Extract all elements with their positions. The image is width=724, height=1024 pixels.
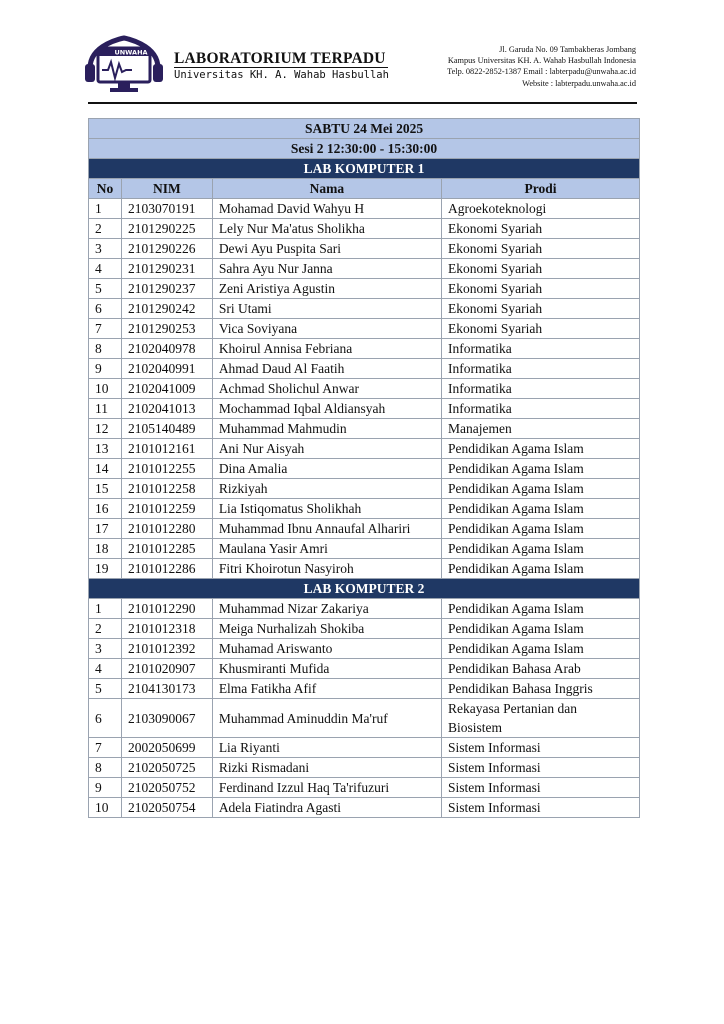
table-row xyxy=(89,219,640,239)
row-nim: 2101012392 xyxy=(121,639,212,659)
contact-line: Telp. 0822-2852-1387 Email : labterpadu@unwaha.ac.id xyxy=(447,67,636,77)
row-nama: Muhammad Nizar Zakariya xyxy=(212,599,441,619)
row-nim: 2101020907 xyxy=(121,659,212,679)
lab-subtitle: Universitas KH. A. Wahab Hasbullah xyxy=(174,69,389,81)
row-nim: 2101012290 xyxy=(121,599,212,619)
row-nama: Maulana Yasir Amri xyxy=(212,539,441,559)
table-row xyxy=(89,339,640,359)
table-row xyxy=(89,599,640,619)
row-nama: Ferdinand Izzul Haq Ta'rifuzuri xyxy=(212,778,441,798)
lab-logo-icon xyxy=(84,34,164,96)
row-nama: Lia Istiqomatus Sholikhah xyxy=(212,499,441,519)
table-row xyxy=(89,639,640,659)
table-row xyxy=(89,659,640,679)
table-row xyxy=(89,299,640,319)
row-prodi: Pendidikan Agama Islam xyxy=(442,639,640,659)
row-prodi: Rekayasa Pertanian dan Biosistem xyxy=(442,699,640,738)
row-prodi: Sistem Informasi xyxy=(442,738,640,758)
row-nama: Adela Fiatindra Agasti xyxy=(212,798,441,818)
schedule-session: Sesi 2 12:30:00 - 15:30:00 xyxy=(89,139,640,159)
row-no: 19 xyxy=(89,559,122,579)
row-nama: Khusmiranti Mufida xyxy=(212,659,441,679)
row-prodi: Informatika xyxy=(442,399,640,419)
row-nim: 2101012318 xyxy=(121,619,212,639)
table-row xyxy=(89,519,640,539)
row-nama: Mochammad Iqbal Aldiansyah xyxy=(212,399,441,419)
row-nim: 2103070191 xyxy=(121,199,212,219)
row-no: 10 xyxy=(89,798,122,818)
row-prodi: Informatika xyxy=(442,339,640,359)
row-nama: Elma Fatikha Afif xyxy=(212,679,441,699)
lab-2-rows xyxy=(89,599,640,818)
row-no: 13 xyxy=(89,439,122,459)
row-nim: 2002050699 xyxy=(121,738,212,758)
row-no: 10 xyxy=(89,379,122,399)
row-prodi: Ekonomi Syariah xyxy=(442,219,640,239)
table-row xyxy=(89,619,640,639)
column-header-row xyxy=(89,179,640,199)
row-nama: Zeni Aristiya Agustin xyxy=(212,279,441,299)
row-nama: Muhammad Ibnu Annaufal Alhariri xyxy=(212,519,441,539)
row-no: 7 xyxy=(89,738,122,758)
row-prodi: Ekonomi Syariah xyxy=(442,259,640,279)
lab-title: LABORATORIUM TERPADU xyxy=(174,50,386,67)
row-no: 7 xyxy=(89,319,122,339)
row-no: 18 xyxy=(89,539,122,559)
row-nama: Ani Nur Aisyah xyxy=(212,439,441,459)
row-no: 9 xyxy=(89,359,122,379)
row-nama: Dina Amalia xyxy=(212,459,441,479)
row-nim: 2102040991 xyxy=(121,359,212,379)
row-no: 4 xyxy=(89,259,122,279)
row-prodi: Ekonomi Syariah xyxy=(442,319,640,339)
row-nim: 2101012259 xyxy=(121,499,212,519)
row-nim: 2101290253 xyxy=(121,319,212,339)
lab-header-row xyxy=(89,579,640,599)
row-nim: 2103090067 xyxy=(121,699,212,738)
row-nama: Mohamad David Wahyu H xyxy=(212,199,441,219)
row-nim: 2105140489 xyxy=(121,419,212,439)
logo-text: UNWAHA xyxy=(114,48,148,57)
row-nama: Rizkiyah xyxy=(212,479,441,499)
row-nama: Muhammad Mahmudin xyxy=(212,419,441,439)
row-nim: 2102050725 xyxy=(121,758,212,778)
address-line: Kampus Universitas KH. A. Wahab Hasbullah Indonesia xyxy=(447,56,636,66)
row-no: 6 xyxy=(89,699,122,738)
row-nama: Sri Utami xyxy=(212,299,441,319)
table-row xyxy=(89,778,640,798)
table-row xyxy=(89,738,640,758)
row-no: 5 xyxy=(89,279,122,299)
column-header-nim: NIM xyxy=(121,179,212,199)
row-prodi: Sistem Informasi xyxy=(442,778,640,798)
row-prodi: Sistem Informasi xyxy=(442,758,640,778)
row-nim: 2101290225 xyxy=(121,219,212,239)
row-no: 4 xyxy=(89,659,122,679)
row-nim: 2104130173 xyxy=(121,679,212,699)
session-row xyxy=(89,139,640,159)
row-no: 3 xyxy=(89,239,122,259)
table-row xyxy=(89,479,640,499)
row-prodi: Ekonomi Syariah xyxy=(442,299,640,319)
row-nim: 2101012258 xyxy=(121,479,212,499)
row-nim: 2101012255 xyxy=(121,459,212,479)
lab-1-rows xyxy=(89,199,640,579)
row-nim: 2101290226 xyxy=(121,239,212,259)
logo-wordmark xyxy=(112,47,150,57)
row-nama: Rizki Rismadani xyxy=(212,758,441,778)
row-no: 12 xyxy=(89,419,122,439)
column-header-prodi: Prodi xyxy=(442,179,640,199)
row-nama: Dewi Ayu Puspita Sari xyxy=(212,239,441,259)
row-prodi: Pendidikan Agama Islam xyxy=(442,619,640,639)
row-prodi: Pendidikan Agama Islam xyxy=(442,519,640,539)
row-prodi: Pendidikan Agama Islam xyxy=(442,599,640,619)
row-no: 3 xyxy=(89,639,122,659)
row-no: 6 xyxy=(89,299,122,319)
row-nama: Sahra Ayu Nur Janna xyxy=(212,259,441,279)
address-line: Jl. Garuda No. 09 Tambakberas Jombang xyxy=(499,45,636,54)
table-row xyxy=(89,259,640,279)
row-prodi: Pendidikan Agama Islam xyxy=(442,499,640,519)
table-row xyxy=(89,439,640,459)
row-no: 9 xyxy=(89,778,122,798)
table-row xyxy=(89,499,640,519)
row-no: 14 xyxy=(89,459,122,479)
row-nim: 2101012280 xyxy=(121,519,212,539)
row-nama: Ahmad Daud Al Faatih xyxy=(212,359,441,379)
row-no: 17 xyxy=(89,519,122,539)
row-prodi: Pendidikan Agama Islam xyxy=(442,539,640,559)
row-prodi: Manajemen xyxy=(442,419,640,439)
table-row xyxy=(89,279,640,299)
lab-address xyxy=(447,44,636,89)
table-row xyxy=(89,359,640,379)
row-nim: 2102041013 xyxy=(121,399,212,419)
lab-name: LAB KOMPUTER 1 xyxy=(89,159,640,179)
row-no: 8 xyxy=(89,339,122,359)
table-row xyxy=(89,419,640,439)
table-row xyxy=(89,459,640,479)
table-row xyxy=(89,399,640,419)
row-no: 5 xyxy=(89,679,122,699)
column-header-nama: Nama xyxy=(212,179,441,199)
row-no: 15 xyxy=(89,479,122,499)
letterhead xyxy=(84,34,640,100)
row-nim: 2101290242 xyxy=(121,299,212,319)
header-divider xyxy=(88,102,637,104)
row-prodi: Informatika xyxy=(442,359,640,379)
date-row xyxy=(89,119,640,139)
row-nim: 2102050752 xyxy=(121,778,212,798)
table-row xyxy=(89,239,640,259)
row-prodi: Pendidikan Bahasa Inggris xyxy=(442,679,640,699)
table-row xyxy=(89,798,640,818)
table-row xyxy=(89,679,640,699)
row-prodi: Pendidikan Agama Islam xyxy=(442,439,640,459)
title-underline xyxy=(174,67,388,68)
row-nama: Khoirul Annisa Febriana xyxy=(212,339,441,359)
row-nim: 2101290231 xyxy=(121,259,212,279)
row-prodi: Sistem Informasi xyxy=(442,798,640,818)
row-no: 2 xyxy=(89,619,122,639)
table-row xyxy=(89,199,640,219)
website-line: Website : labterpadu.unwaha.ac.id xyxy=(522,78,636,88)
table-row xyxy=(89,539,640,559)
schedule-date: SABTU 24 Mei 2025 xyxy=(89,119,640,139)
row-nim: 2102050754 xyxy=(121,798,212,818)
row-prodi: Ekonomi Syariah xyxy=(442,279,640,299)
row-nama: Meiga Nurhalizah Shokiba xyxy=(212,619,441,639)
table-row xyxy=(89,559,640,579)
table-row xyxy=(89,379,640,399)
table-row xyxy=(89,758,640,778)
table-row xyxy=(89,319,640,339)
row-nama: Vica Soviyana xyxy=(212,319,441,339)
row-nim: 2102041009 xyxy=(121,379,212,399)
row-nama: Lia Riyanti xyxy=(212,738,441,758)
row-prodi: Pendidikan Agama Islam xyxy=(442,559,640,579)
row-nim: 2101012285 xyxy=(121,539,212,559)
row-nama: Lely Nur Ma'atus Sholikha xyxy=(212,219,441,239)
row-prodi: Pendidikan Agama Islam xyxy=(442,479,640,499)
row-nim: 2101290237 xyxy=(121,279,212,299)
row-nama: Muhammad Aminuddin Ma'ruf xyxy=(212,699,441,738)
row-nama: Achmad Sholichul Anwar xyxy=(212,379,441,399)
row-nama: Muhamad Ariswanto xyxy=(212,639,441,659)
row-no: 2 xyxy=(89,219,122,239)
row-prodi: Pendidikan Bahasa Arab xyxy=(442,659,640,679)
table-row xyxy=(89,699,640,738)
row-no: 1 xyxy=(89,199,122,219)
row-nim: 2101012286 xyxy=(121,559,212,579)
row-nim: 2102040978 xyxy=(121,339,212,359)
row-prodi: Informatika xyxy=(442,379,640,399)
row-nim: 2101012161 xyxy=(121,439,212,459)
row-no: 1 xyxy=(89,599,122,619)
row-no: 8 xyxy=(89,758,122,778)
column-header-no: No xyxy=(89,179,122,199)
lab-name: LAB KOMPUTER 2 xyxy=(89,579,640,599)
row-prodi: Agroekoteknologi xyxy=(442,199,640,219)
row-prodi: Pendidikan Agama Islam xyxy=(442,459,640,479)
row-prodi: Ekonomi Syariah xyxy=(442,239,640,259)
row-nama: Fitri Khoirotun Nasyiroh xyxy=(212,559,441,579)
schedule-table xyxy=(88,118,640,818)
lab-header-row xyxy=(89,159,640,179)
row-no: 11 xyxy=(89,399,122,419)
row-no: 16 xyxy=(89,499,122,519)
